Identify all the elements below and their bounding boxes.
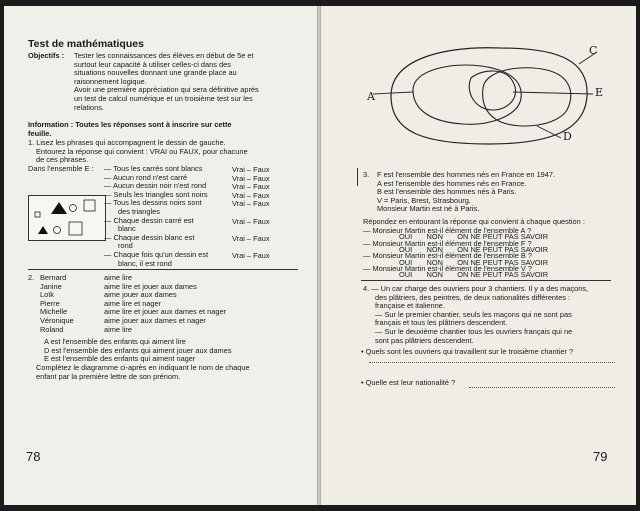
statement-line: rond [118,241,133,251]
statement-line: — Seuls les triangles sont noirs [104,189,208,199]
vrai-faux-choice[interactable]: Vrai – Faux [232,199,270,209]
question-4-text [363,285,588,345]
objectifs-line: Tester les connaissances des élèves en début de 5e et [74,51,254,60]
venn-label-c: C [589,44,598,57]
label-a-pointer [373,92,413,94]
question-3-number: 3. [363,170,370,179]
question-4-line: des plâtriers, des peintres, de deux nationalités différentes : [375,292,571,302]
statement-line: — Chaque dessin carré est [104,215,194,225]
ensemble-label: Dans l'ensemble E : [28,164,94,173]
question-4-line: française et italienne. [375,301,445,311]
child-likes: aime lire et nager [104,298,162,308]
venn-label-e: E [595,86,604,99]
question-3-line: A est l'ensemble des hommes nés en France. [377,178,527,188]
venn-label-a: A [367,90,375,103]
question-3-line: Monsieur Martin est né à Paris. [377,204,480,214]
information-text [28,121,232,138]
white-circle-shape [70,205,77,212]
large-white-square-shape [69,222,82,235]
question-4-ask-2: • Quelle est leur nationalité ? [361,378,456,387]
statement-line: — Chaque fois qu'un dessin est [104,250,209,259]
answer-choices[interactable]: OUI NON ON NE PEUT PAS SAVOIR [399,270,549,280]
objectifs-line: surtout leur capacité à utiliser celles-ci dans des [74,59,231,69]
instruction-line: Complétez le diagramme ci-après en indiquant le nom de chaque [36,363,250,372]
statement-line: — Tous les carrés sont blancs [104,164,203,173]
statement [104,234,194,251]
set-e-outline [469,71,515,110]
question-3-item: — Monsieur Martin est-il élément de l'ensemble B ? [363,251,533,261]
objectifs-line: situations nouvelles donnant une grande place au [74,68,237,78]
set-definition-line: E est l'ensemble des enfants qui aiment nager [44,354,196,364]
answer-choices[interactable]: OUI NON ON NE PEUT PAS SAVOIR [399,232,549,242]
child-name: Bernard [40,273,67,282]
divider-right [361,280,611,281]
child-name: Roland [40,324,64,334]
statement-line: — Aucun rond n'est carré [104,172,188,182]
venn-label-d: D [563,130,572,143]
right-page [321,6,636,505]
page-number-right: 79 [593,449,608,464]
question-3-item: — Monsieur Martin est-il élément de l'ensemble F ? [363,238,532,248]
set-c-outline [391,48,587,144]
statement [104,251,208,268]
page-number-left: 78 [26,449,41,464]
child-likes: aime jouer aux dames [104,290,177,300]
question-4-line: — Sur le deuxième chantier tous les ouvriers français qui ne [375,326,573,336]
question-4-line: — Sur le premier chantier, seuls les maçons qui ne sont pas [375,309,572,319]
question-4-line: sont pas plâtriers descendent. [375,335,474,345]
objectifs-line: raisonnement logique. [74,76,147,86]
answer-line-2[interactable] [469,387,615,388]
child-name: Véronique [40,316,74,325]
label-e-pointer [513,92,593,94]
set-definition-line: A est l'ensemble des enfants qui aiment lire [44,337,186,346]
question-4-ask-1: • Quels sont les ouvriers qui travaillent sur le troisième chantier ? [361,347,574,356]
question-3-line: F est l'ensemble des hommes nés en France en 1947. [377,170,556,179]
statement-line: — Aucun dessin noir n'est rond [104,181,207,191]
question-3-text [377,171,555,214]
objectifs-line: relations. [74,102,104,112]
child-name: Michelle [40,307,68,317]
child-likes: aime lire [104,273,132,282]
question-3-item: — Monsieur Martin est-il élément de l'ensemble A ? [363,226,532,235]
statement [104,199,202,216]
statement-line: — Chaque dessin blanc est [104,232,195,242]
small-white-square-shape [35,212,40,217]
answer-line-1[interactable] [369,362,615,363]
question-4-line: français et tous les plâtriers descendent. [375,318,508,328]
instruction-line: enfant par la première lettre de son prénom. [36,371,181,381]
divider [28,269,298,270]
question-3-line: V = Paris, Brest, Strasbourg. [377,195,471,205]
vrai-faux-choice[interactable]: Vrai – Faux [232,233,270,243]
child-name: Janine [40,281,62,291]
objectifs-label: Objectifs : [28,51,65,60]
child-likes: aime lire [104,324,132,334]
question-2-instruction [36,364,250,381]
objectifs-line: Avoir une première appréciation qui sera définitive après [74,85,259,95]
vrai-faux-choice[interactable]: Vrai – Faux [232,251,270,260]
child-likes: aime lire et jouer aux dames et nager [104,307,227,317]
shapes-drawing [28,195,106,241]
answer-choices[interactable]: OUI NON ON NE PEUT PAS SAVOIR [399,244,549,254]
child-name: Pierre [40,298,60,308]
page-title: Test de mathématiques [28,38,144,50]
answer-choices[interactable]: OUI NON ON NE PEUT PAS SAVOIR [399,257,549,267]
question-3-item: — Monsieur Martin est-il élément de l'ensemble V ? [363,263,533,273]
statement-line: — Tous les dessins noirs sont [104,198,202,208]
vrai-faux-choice[interactable]: Vrai – Faux [232,165,270,174]
question-1-line: 1. Lisez les phrases qui accompagnent le dessin de gauche. [28,138,226,147]
white-circle-shape-2 [54,227,61,234]
vrai-faux-choice[interactable]: Vrai – Faux [232,182,270,192]
vrai-faux-choice[interactable]: Vrai – Faux [232,190,270,200]
white-square-shape [84,200,95,211]
question-4-line: 4. — Un car charge des ouvriers pour 3 chantiers. Il y a des maçons, [363,284,589,293]
small-black-triangle-shape [38,226,48,234]
vrai-faux-choice[interactable]: Vrai – Faux [232,173,270,183]
objectifs-text [74,52,259,112]
label-d-pointer [537,126,561,138]
information-line: feuille. [28,128,52,138]
question-3-instruction: Répondez en entourant la réponse qui convient à chaque question : [363,217,585,226]
question-1-line: Entourez la réponse qui convient : VRAI ou FAUX, pour chacune [36,146,248,156]
child-name: Loïk [40,290,54,300]
objectifs-line: un test de calcul numérique et un troisième test sur les [74,93,253,103]
left-page [4,6,317,505]
sets-list [44,338,232,364]
child-likes: aime lire et jouer aux dames [104,281,197,291]
set-d-outline [483,68,571,126]
question-1-line: de ces phrases. [36,155,89,165]
margin-mark [357,168,358,186]
statement-line: blanc, il est rond [118,258,172,268]
question-2-number: 2. [28,273,35,282]
black-triangle-shape [51,202,67,214]
question-3-line: B est l'ensemble des hommes nés à Paris. [377,187,517,197]
question-1-text [28,139,248,165]
statement-line: des triangles [118,206,160,216]
set-definition-line: D est l'ensemble des enfants qui aiment jouer aux dames [44,345,232,355]
vrai-faux-choice[interactable]: Vrai – Faux [232,216,270,226]
information-line: Information : Toutes les réponses sont à inscrire sur cette [28,120,232,129]
statement [104,217,194,234]
child-likes: aime jouer aux dames et nager [104,316,206,325]
statement-line: blanc [118,224,136,234]
